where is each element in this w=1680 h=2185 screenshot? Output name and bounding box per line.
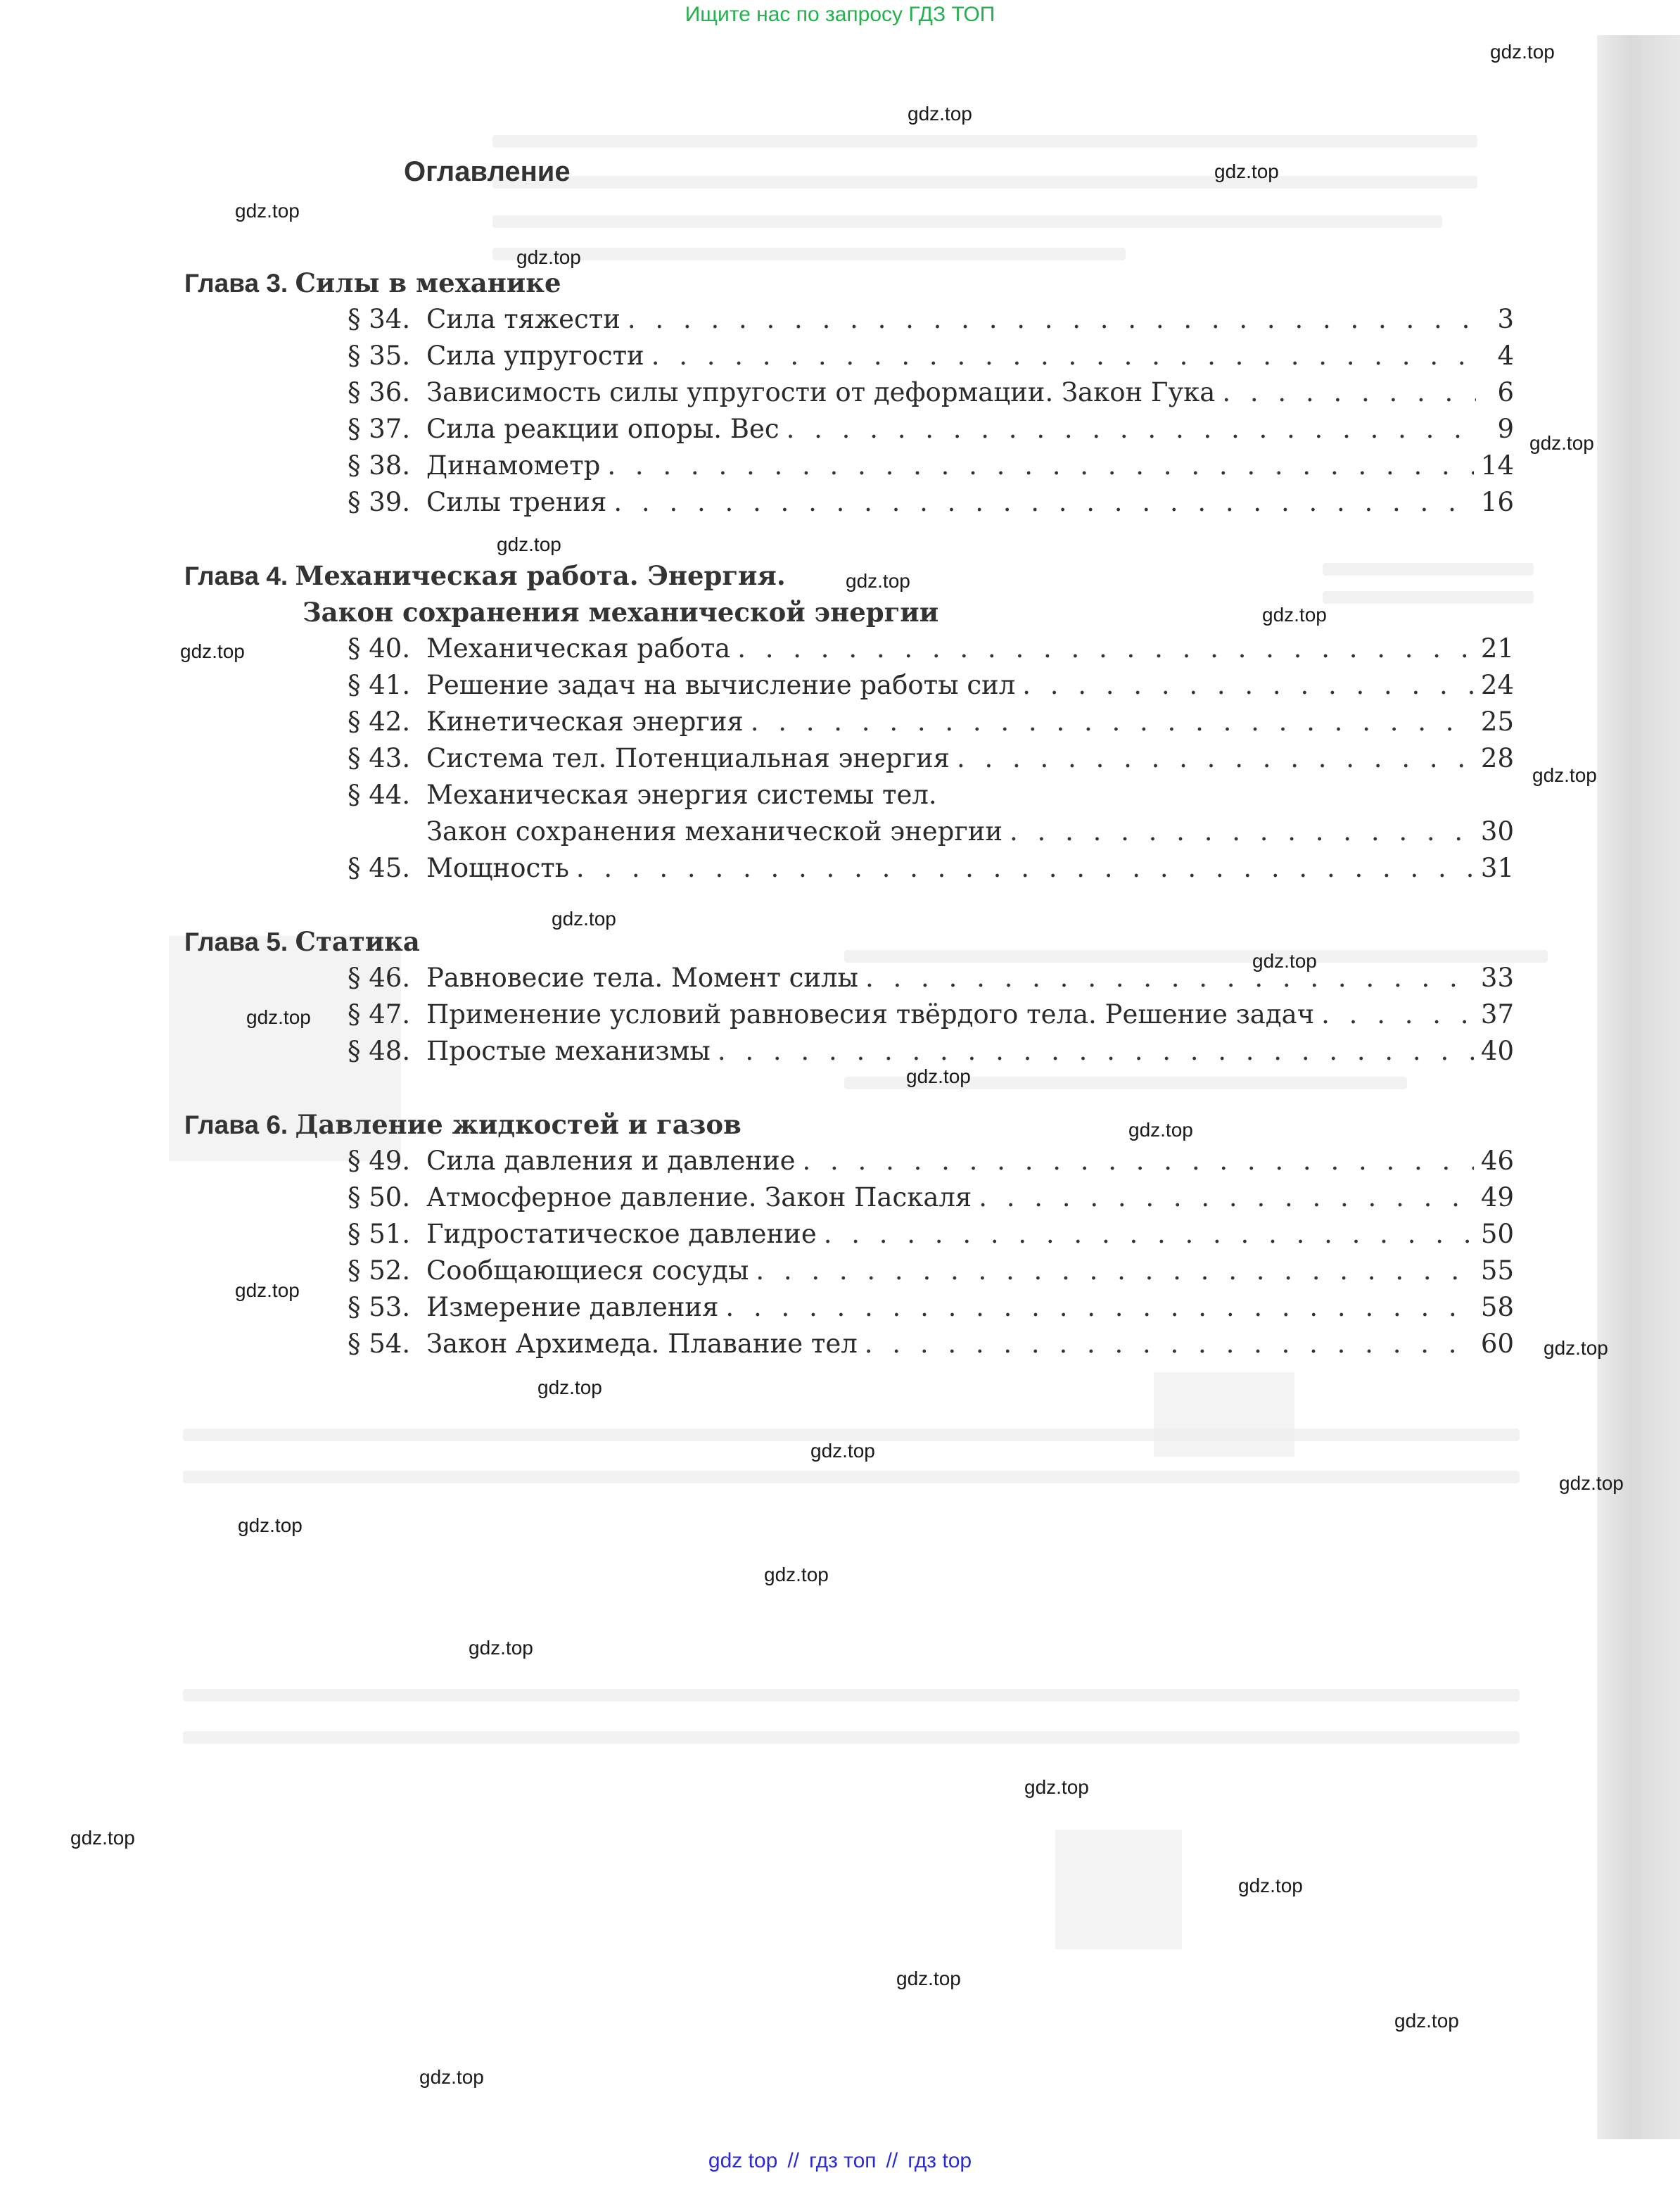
page-number: 50 [1480, 1219, 1514, 1249]
watermark: gdz.top [419, 2066, 484, 2088]
search-banner[interactable]: Ищите нас по запросу ГДЗ ТОП [685, 3, 995, 26]
watermark: gdz.top [1529, 432, 1594, 454]
toc-entry[interactable] [348, 999, 1514, 1033]
section-title: Закон Архимеда. Плавание тел [426, 1329, 858, 1359]
toc-entry[interactable] [348, 743, 1514, 777]
section-number: § 53. [348, 1292, 411, 1322]
chapter-heading [184, 560, 786, 591]
toc-entry[interactable] [348, 707, 1514, 740]
toc-entry[interactable] [348, 414, 1514, 448]
toc-entry[interactable] [348, 853, 1514, 887]
section-title: Сила давления и давление [426, 1146, 796, 1176]
page-number: 4 [1497, 341, 1514, 371]
dot-leader [787, 414, 1476, 444]
page-number: 28 [1480, 743, 1514, 773]
dot-leader [1022, 670, 1474, 700]
chapter-label: Глава 3. [184, 269, 288, 298]
ghost-text-line [844, 950, 1548, 963]
watermark: gdz.top [497, 533, 561, 555]
ghost-photo-right [1154, 1372, 1294, 1457]
chapter-title: Механическая работа. Энергия. [295, 560, 786, 591]
watermark: gdz.top [810, 1440, 875, 1462]
page-number: 49 [1480, 1182, 1514, 1212]
page-number: 58 [1480, 1292, 1514, 1322]
section-number: § 45. [348, 853, 411, 883]
toc-entry[interactable] [348, 670, 1514, 704]
toc-entry[interactable] [348, 1329, 1514, 1362]
section-title: Зависимость силы упругости от деформации. Закон Гука [426, 377, 1216, 407]
section-number: § 47. [348, 999, 411, 1030]
toc-entry[interactable] [348, 963, 1514, 996]
section-number: § 52. [348, 1255, 411, 1286]
ghost-text-line [492, 248, 1126, 260]
section-title: Кинетическая энергия [426, 707, 744, 737]
toc-entry[interactable] [348, 1036, 1514, 1070]
dot-leader [865, 1329, 1474, 1359]
section-number: § 42. [348, 707, 411, 737]
toc-entry[interactable] [348, 1292, 1514, 1326]
page-number: 3 [1497, 304, 1514, 334]
dot-leader [803, 1146, 1474, 1176]
chapter-label: Глава 4. [184, 562, 288, 590]
watermark: gdz.top [1532, 764, 1597, 786]
page-number: 60 [1480, 1329, 1514, 1359]
section-title: Сообщающиеся сосуды [426, 1255, 749, 1286]
dot-leader [756, 1255, 1474, 1286]
page-title: Оглавление [404, 156, 571, 187]
chapter-label: Глава 5. [184, 927, 288, 956]
page-number: 6 [1497, 377, 1514, 407]
ghost-text-line [1323, 563, 1534, 576]
watermark: gdz.top [1252, 950, 1317, 972]
page-number: 9 [1497, 414, 1514, 444]
watermark: gdz.top [906, 1065, 971, 1087]
watermark: gdz.top [552, 908, 616, 930]
section-title: Силы трения [426, 487, 607, 517]
dot-leader [718, 1036, 1474, 1066]
footer-separator: // [787, 2149, 799, 2172]
section-number: § 38. [348, 450, 411, 481]
page-number: 21 [1480, 633, 1514, 664]
section-title: Решение задач на вычисление работы сил [426, 670, 1016, 700]
section-title: Динамометр [426, 450, 601, 481]
dot-leader [737, 633, 1474, 664]
toc-entry[interactable] [348, 1182, 1514, 1216]
section-number: § 35. [348, 341, 411, 371]
watermark: gdz.top [1544, 1337, 1608, 1359]
watermark: gdz.top [896, 1968, 961, 1989]
watermark: gdz.top [1490, 41, 1555, 63]
watermark: gdz.top [1238, 1875, 1303, 1896]
chapter-title: Статика [295, 926, 420, 957]
watermark: gdz.top [180, 640, 245, 662]
dot-leader [957, 743, 1474, 773]
chapter-title: Силы в механике [295, 267, 561, 298]
toc-entry[interactable] [348, 341, 1514, 374]
page-number: 55 [1480, 1255, 1514, 1286]
watermark: gdz.top [1214, 160, 1279, 182]
watermark: gdz.top [246, 1006, 311, 1028]
section-title: Сила тяжести [426, 304, 621, 334]
section-number: § 39. [348, 487, 411, 517]
section-title-continued: Закон сохранения механической энергии [426, 816, 1003, 847]
section-number: § 34. [348, 304, 411, 334]
watermark: gdz.top [908, 103, 972, 125]
toc-entry[interactable] [348, 1255, 1514, 1289]
section-number: § 54. [348, 1329, 411, 1359]
footer-link[interactable]: гдз топ [808, 2149, 877, 2172]
watermark: gdz.top [1394, 2010, 1459, 2032]
chapter-title-continued: Закон сохранения механической энергии [303, 597, 939, 628]
ghost-box-bottom [1055, 1830, 1182, 1949]
watermark: gdz.top [238, 1514, 303, 1536]
section-number: § 41. [348, 670, 411, 700]
section-title: Сила реакции опоры. Вес [426, 414, 779, 444]
footer-link[interactable]: гдз top [908, 2149, 972, 2172]
page-number: 30 [1480, 816, 1514, 847]
section-title: Сила упругости [426, 341, 644, 371]
watermark: gdz.top [1024, 1776, 1089, 1798]
section-number: § 36. [348, 377, 411, 407]
watermark: gdz.top [469, 1637, 533, 1659]
section-title: Простые механизмы [426, 1036, 711, 1066]
page-number: 24 [1480, 670, 1514, 700]
dot-leader [725, 1292, 1473, 1322]
ghost-text-line [492, 135, 1477, 148]
page-edge-shadow [1597, 35, 1680, 2139]
section-title: Применение условий равновесия твёрдого тела. Решение задач [426, 999, 1315, 1030]
section-number: § 37. [348, 414, 411, 444]
section-title: Механическая работа [426, 633, 731, 664]
page-number: 40 [1480, 1036, 1514, 1066]
page-number: 33 [1480, 963, 1514, 993]
ghost-text-line [492, 215, 1442, 228]
dot-leader [751, 707, 1474, 737]
dot-leader [1222, 377, 1476, 407]
watermark: gdz.top [537, 1376, 602, 1398]
dot-leader [1010, 816, 1474, 847]
section-number: § 46. [348, 963, 411, 993]
watermark: gdz.top [846, 570, 910, 592]
dot-leader [651, 341, 1476, 371]
chapter-title: Давление жидкостей и газов [295, 1109, 742, 1140]
dot-leader [628, 304, 1476, 334]
watermark: gdz.top [1262, 604, 1327, 626]
watermark: gdz.top [1128, 1119, 1193, 1141]
dot-leader [1321, 999, 1474, 1030]
toc-entry[interactable] [348, 377, 1514, 411]
ghost-text-line [183, 1471, 1520, 1483]
footer-separator: // [886, 2149, 898, 2172]
page-number: 37 [1480, 999, 1514, 1030]
watermark: gdz.top [235, 1279, 300, 1301]
page-number: 25 [1480, 707, 1514, 737]
footer-banner[interactable] [0, 2149, 1680, 2173]
dot-leader [824, 1219, 1474, 1249]
chapter-heading [184, 1109, 742, 1140]
chapter-heading [184, 926, 420, 957]
section-number: § 49. [348, 1146, 411, 1176]
page-number: 31 [1480, 853, 1514, 883]
toc-entry[interactable] [348, 487, 1514, 521]
section-number: § 44. [348, 780, 411, 810]
section-title: Механическая энергия системы тел. [426, 780, 937, 810]
watermark: gdz.top [764, 1564, 829, 1585]
page-number: 16 [1480, 487, 1514, 517]
dot-leader [607, 450, 1474, 481]
watermark: gdz.top [235, 200, 300, 222]
toc-entry[interactable] [348, 1219, 1514, 1253]
section-number: § 40. [348, 633, 411, 664]
chapter-label: Глава 6. [184, 1110, 288, 1139]
watermark: gdz.top [516, 246, 581, 268]
ghost-text-line [183, 1731, 1520, 1744]
watermark: gdz.top [70, 1827, 135, 1849]
dot-leader [576, 853, 1474, 883]
toc-entry[interactable] [348, 633, 1514, 667]
dot-leader [613, 487, 1474, 517]
section-number: § 51. [348, 1219, 411, 1249]
toc-entry-first-line[interactable] [348, 780, 937, 813]
toc-entry[interactable] [348, 816, 1514, 850]
section-title: Гидростатическое давление [426, 1219, 817, 1249]
section-title: Мощность [426, 853, 569, 883]
section-number: § 43. [348, 743, 411, 773]
toc-entry[interactable] [348, 1146, 1514, 1179]
dot-leader [979, 1182, 1474, 1212]
section-title: Измерение давления [426, 1292, 719, 1322]
section-title: Атмосферное давление. Закон Паскаля [426, 1182, 972, 1212]
section-title: Система тел. Потенциальная энергия [426, 743, 950, 773]
page-number: 46 [1480, 1146, 1514, 1176]
dot-leader [865, 963, 1474, 993]
section-number: § 50. [348, 1182, 411, 1212]
page-number: 14 [1480, 450, 1514, 481]
toc-entry[interactable] [348, 304, 1514, 338]
ghost-text-line [183, 1689, 1520, 1702]
section-number: § 48. [348, 1036, 411, 1066]
watermark: gdz.top [1559, 1472, 1624, 1494]
footer-link[interactable]: gdz top [708, 2149, 778, 2172]
ghost-text-line [1323, 591, 1534, 604]
toc-entry[interactable] [348, 450, 1514, 484]
section-title: Равновесие тела. Момент силы [426, 963, 859, 993]
chapter-heading [184, 267, 561, 298]
ghost-text-line [492, 176, 1477, 189]
